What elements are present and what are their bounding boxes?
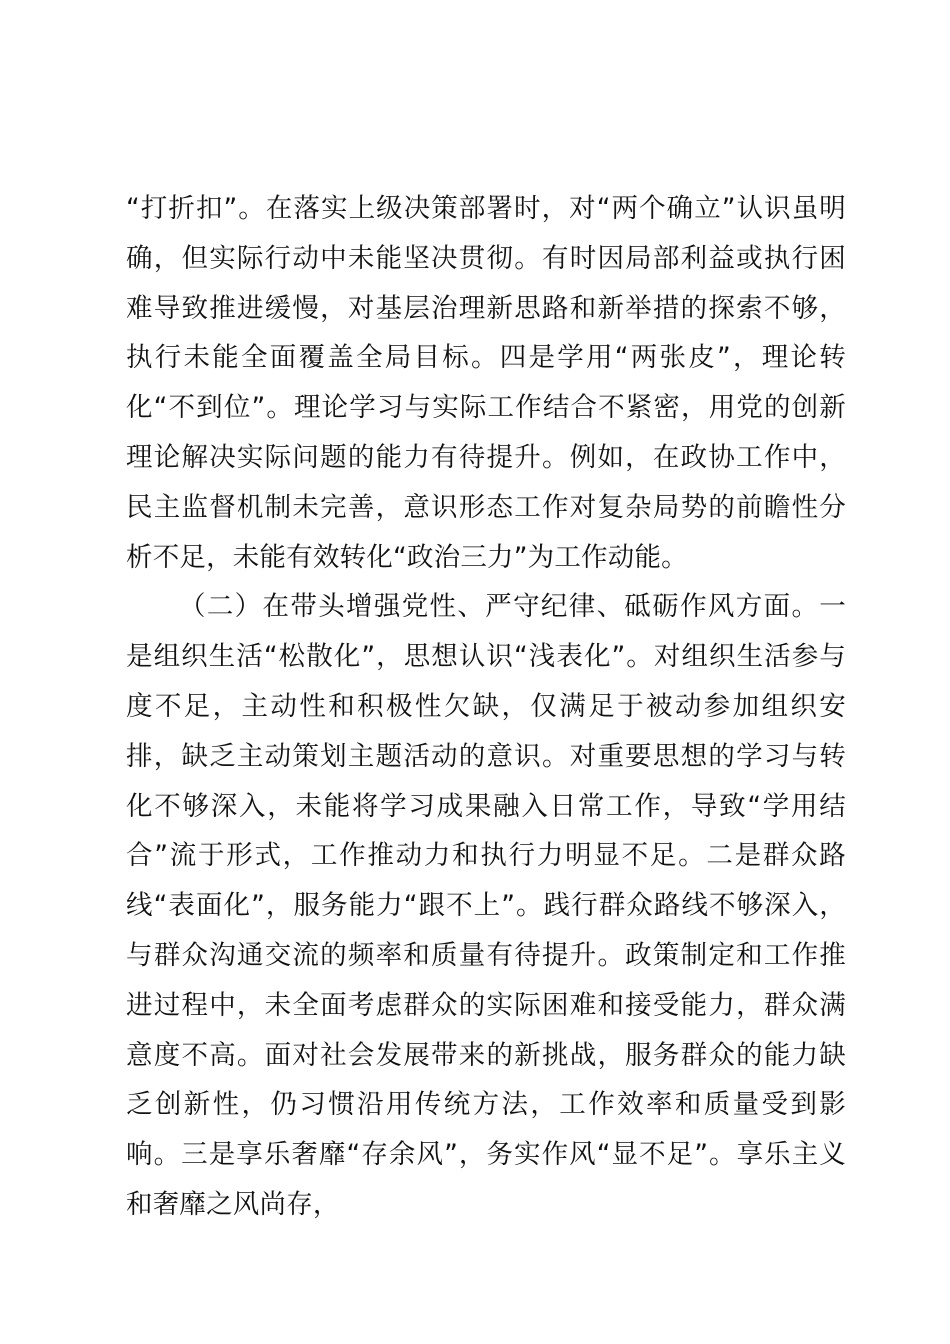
paragraph-section-two: （二）在带头增强党性、严守纪律、砥砺作风方面。一是组织生活“松散化”，思想认识“浅表化”。对组织生活参与度不足，主动性和积极性欠缺，仅满足于被动参加组织安排，缺乏主动策划主题活动的意识。对重要思想的学习与转化不够深入，未能将学习成果融入日常工作，导致“学用结合”流于形式，工作推动力和执行力明显不足。二是群众路线“表面化”，服务能力“跟不上”。践行群众路线不够深入，与群众沟通交流的频率和质量有待提升。政策制定和工作推进过程中，未全面考虑群众的实际困难和接受能力，群众满意度不高。面对社会发展带来的新挑战，服务群众的能力缺乏创新性，仍习惯沿用传统方法，工作效率和质量受到影响。三是享乐奢靡“存余风”，务实作风“显不足”。享乐主义和奢靡之风尚存，: [126, 591, 846, 1220]
paragraph-continuation: “打折扣”。在落实上级决策部署时，对“两个确立”认识虽明确，但实际行动中未能坚决贯彻。有时因局部利益或执行困难导致推进缓慢，对基层治理新思路和新举措的探索不够，执行未能全面覆盖全局目标。四是学用“两张皮”，理论转化“不到位”。理论学习与实际工作结合不紧密，用党的创新理论解决实际问题的能力有待提升。例如，在政协工作中，民主监督机制未完善，意识形态工作对复杂局势的前瞻性分析不足，未能有效转化“政治三力”为工作动能。: [126, 193, 846, 573]
body-text: [126, 184, 846, 1230]
